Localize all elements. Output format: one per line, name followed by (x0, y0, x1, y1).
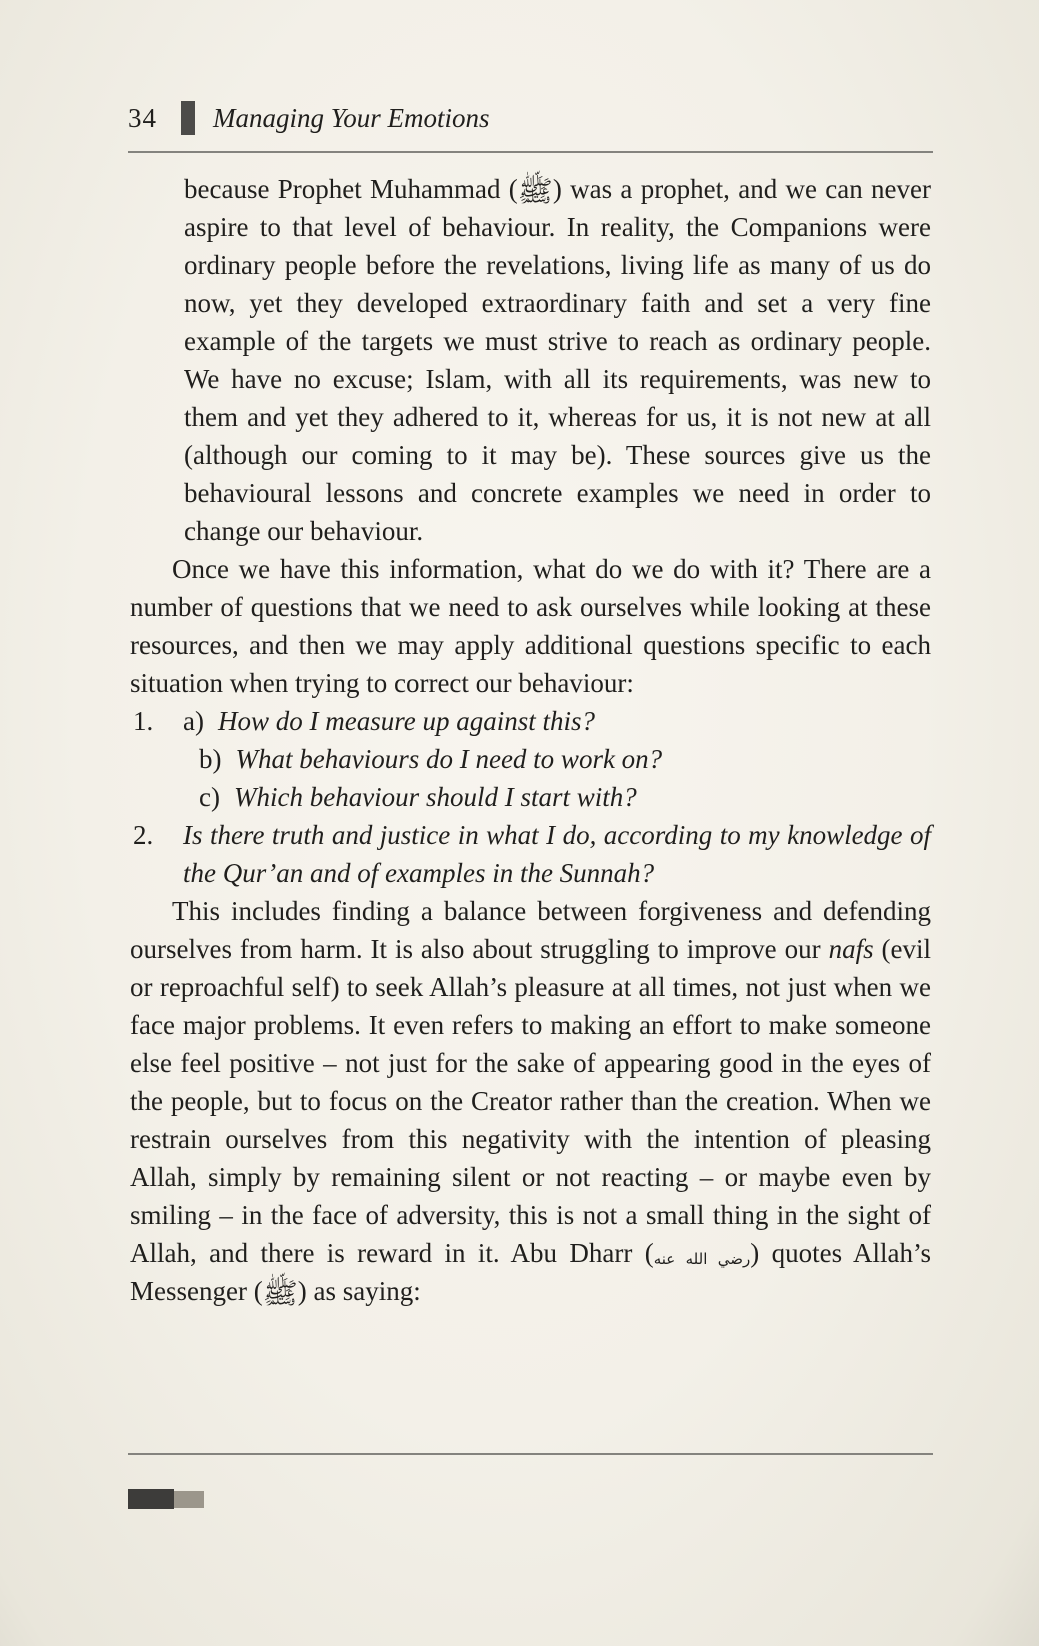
sub-marker-c: c) (199, 782, 220, 812)
paragraph-quote-continuation (184, 170, 931, 550)
sub-text-b: What behaviours do I need to work on? (235, 744, 663, 774)
sub-marker-b: b) (199, 744, 222, 774)
header-rule (128, 151, 933, 153)
list-marker-1: 1. (133, 706, 154, 736)
footer-print-mark (128, 1489, 204, 1509)
radiallahu-anhu-calligraphy-icon: رضي الله عنه (653, 1250, 751, 1268)
list-subitem-a (183, 702, 931, 740)
list-item-2-text: Is there truth and justice in what I do, according to my knowledge of the Qur’an and of examples in the Sunnah? (183, 820, 931, 888)
running-header-title: Managing Your Emotions (213, 102, 490, 133)
pbuh-calligraphy-icon: ﷺ (262, 1276, 298, 1310)
paragraph-closing (130, 892, 931, 1310)
list-item-1 (130, 702, 931, 816)
closing-text-4: ) as saying: (297, 1276, 421, 1306)
header-divider-block (181, 101, 195, 135)
question-list (130, 702, 931, 892)
sub-text-a: How do I measure up against this? (217, 706, 595, 736)
paragraph-questions-intro: Once we have this information, what do we do with it? There are a number of questions that we need to ask ourselves while looking at these resources, and then we may apply additional questions specific to each situation when trying to correct our behaviour: (130, 554, 931, 698)
list-subitem-c (183, 778, 931, 816)
closing-text-2: (evil or reproachful self) to seek Allah’s pleasure at all times, not just when we face major problems. It even refers to making an effort to make someone else feel positive – not just for the sake of appearing good in the eyes of the people, but to focus on the Creator rather than the creation. When we restrain ourselves from this negativity with the intention of pleasing Allah, simply by remaining silent or not reacting – or maybe even by smiling – in the face of adversity, this is not a small thing in the sight of Allah, and there is reward in it. Abu Dharr ( (130, 934, 932, 1268)
quote-text-post: ) was a prophet, and we can never aspire to that level of behaviour. In reality, the Companions were ordinary people before the revelations, living life as many of us do now, yet they developed extraordinary faith and set a very fine example of the targets we must strive to reach as ordinary people. We have no excuse; Islam, with all its requirements, was new to them and yet they adhered to it, whereas for us, it is not new at all (although our coming to it may be). These sources give us the behavioural lessons and concrete examples we need in order to change our behaviour. (184, 174, 931, 546)
page-body (130, 170, 931, 1310)
page-number: 34 (128, 102, 157, 133)
sub-marker-a: a) (183, 706, 204, 736)
running-header (128, 98, 933, 138)
sub-text-c: Which behaviour should I start with? (233, 782, 637, 812)
quote-text-pre: because Prophet Muhammad ( (184, 174, 518, 204)
closing-term-nafs: nafs (828, 934, 874, 964)
list-marker-2: 2. (133, 820, 154, 850)
list-subitem-b (183, 740, 931, 778)
pbuh-calligraphy-icon: ﷺ (517, 174, 553, 208)
footer-mark-light-block (174, 1491, 204, 1508)
closing-text-1: This includes finding a balance between forgiveness and defending ourselves from harm. It is also about struggling to improve our (130, 896, 931, 964)
footer-rule (128, 1453, 933, 1455)
list-item-2 (130, 816, 931, 892)
footer-mark-dark-block (128, 1489, 174, 1509)
closing-text-3: ) quotes Allah’s Messenger ( (130, 1238, 931, 1306)
